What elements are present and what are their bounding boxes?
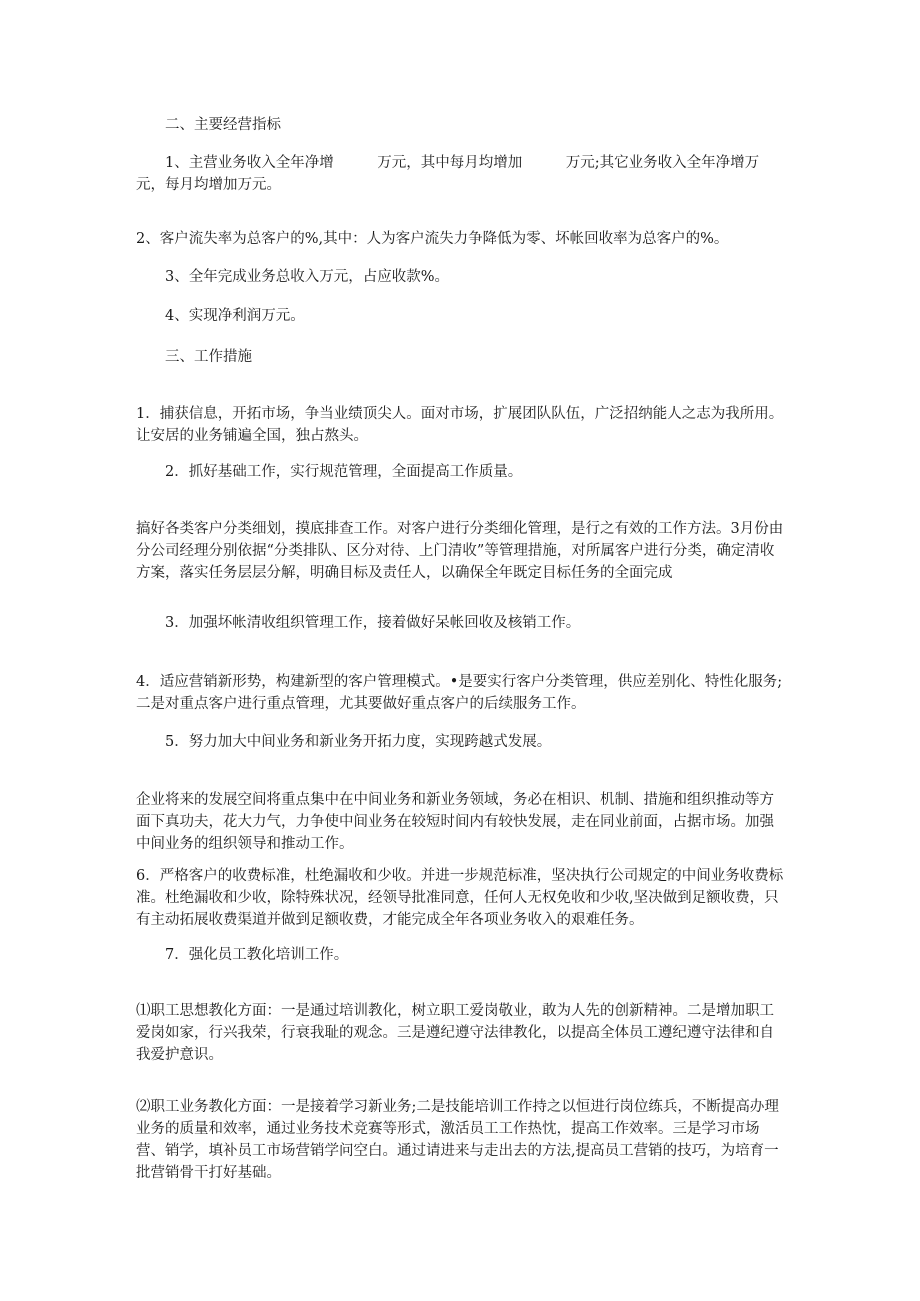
- paragraph-measure-1: 1．捕获信息，开拓市场，争当业绩顶尖人。面对市场，扩展团队队伍，广泛招纳能人之志为我所用。让安居的业务铺遍全国，独占熬头。: [136, 406, 784, 444]
- paragraph-indicator-1: 1、主营业务收入全年净增 万元，其中每月均增加 万元;其它业务收入全年净增万元，每月均增加万元。: [136, 155, 760, 193]
- paragraph-measure-7-ideology: ⑴职工思想教化方面：一是通过培训教化，树立职工爱岗敬业，敢为人先的创新精神。二是增加职工爱岗如家，行兴我荣，行衰我耻的观念。三是遵纪遵守法律教化，以提高全体员工遵纪遵守法律和自我爱护意识。: [136, 1003, 774, 1063]
- paragraph-measure-5: 5．努力加大中间业务和新业务开拓力度，实现跨越式发展。: [165, 734, 552, 750]
- paragraph-measure-7-business: ⑵职工业务教化方面：一是接着学习新业务;二是技能培训工作持之以恒进行岗位练兵，不断提高办理业务的质量和效率，通过业务技术竞赛等形式，激活员工工作热忱，提高工作效率。三是学习市场营、销学，填补员工市场营销学问空白。通过请进来与走出去的方法,提高员工营销的技巧，为培育一批营销骨干打好基础。: [136, 1099, 779, 1181]
- paragraph-measure-7: 7．强化员工教化培训工作。: [165, 947, 349, 963]
- paragraph-measure-2: 2．抓好基础工作，实行规范管理，全面提高工作质量。: [165, 464, 523, 480]
- paragraph-indicator-2: 2、客户流失率为总客户的%,其中：人为客户流失力争降低为零、坏帐回收率为总客户的%。: [136, 231, 729, 247]
- paragraph-measure-4: 4．适应营销新形势，构建新型的客户管理模式。•是要实行客户分类管理，供应差别化、特性化服务;二是对重点客户进行重点管理，尤其要做好重点客户的后续服务工作。: [136, 674, 783, 712]
- paragraph-measure-2-detail: 搞好各类客户分类细划，摸底排查工作。对客户进行分类细化管理，是行之有效的工作方法。3月份由分公司经理分别依据“分类排队、区分对待、上门清收”等管理措施，对所属客户进行分类，确定清收方案，落实任务层层分解，明确目标及责任人，以确保全年既定目标任务的全面完成: [136, 521, 784, 581]
- paragraph-measure-3: 3．加强坏帐清收组织管理工作，接着做好呆帐回收及核销工作。: [165, 615, 581, 631]
- paragraph-measure-5-detail: 企业将来的发展空间将重点集中在中间业务和新业务领域，务必在相识、机制、措施和组织推动等方面下真功夫，花大力气，力争使中间业务在较短时间内有较快发展，走在同业前面，占据市场。加强中间业务的组织领导和推动工作。: [136, 792, 774, 852]
- paragraph-indicator-3: 3、全年完成业务总收入万元，占应收款%。: [165, 269, 450, 285]
- paragraph-indicator-4: 4、实现净利润万元。: [165, 308, 305, 324]
- section-heading-work-measures: 三、工作措施: [165, 349, 252, 365]
- paragraph-measure-6: 6．严格客户的收费标准，杜绝漏收和少收。并进一步规范标准，坚决执行公司规定的中间业务收费标准。杜绝漏收和少收，除特殊状况，经领导批准同意，任何人无权免收和少收,坚决做到足额收费，只有主动拓展收费渠道并做到足额收费，才能完成全年各项业务收入的艰难任务。: [136, 868, 784, 928]
- section-heading-main-indicators: 二、主要经营指标: [165, 117, 281, 133]
